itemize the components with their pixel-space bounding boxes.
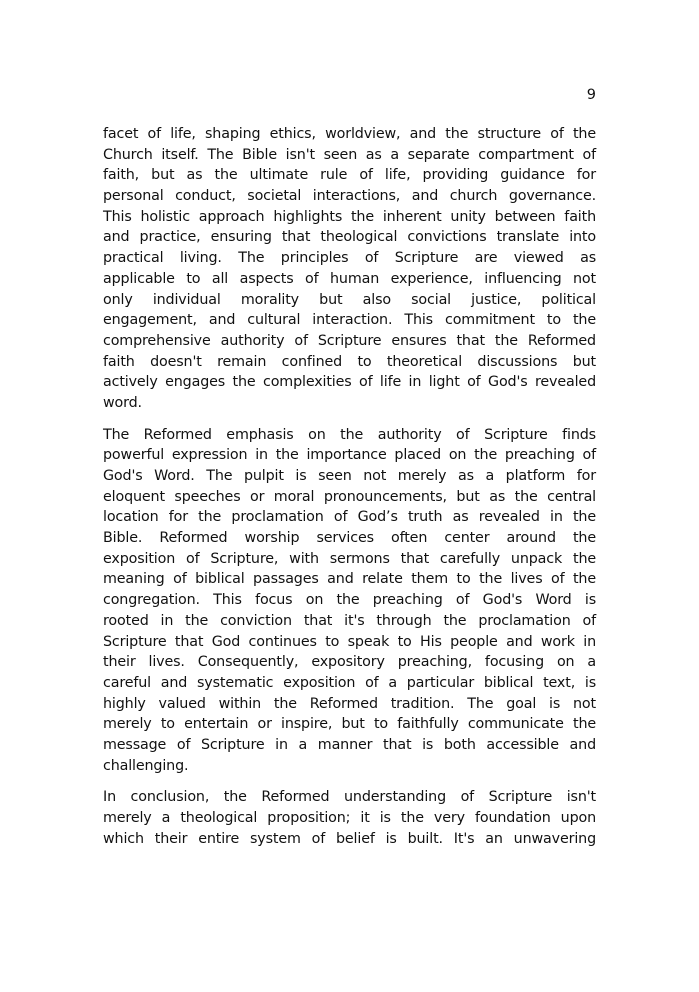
text-line: exposition of Scripture, with sermons that carefully unpack the [103,550,596,567]
text-line: personal conduct, societal interactions, and church governance. [103,188,596,205]
text-line: This holistic approach highlights the inherent unity between faith [103,208,596,225]
text-line: powerful expression in the importance placed on the preaching of [103,447,596,464]
text-line: In conclusion, the Reformed understanding of Scripture isn't [103,789,596,806]
text-line: eloquent speeches or moral pronouncements, but as the central [103,488,596,505]
text-line: which their entire system of belief is built. It's an unwavering [103,830,596,847]
text-line: comprehensive authority of Scripture ensures that the Reformed [103,332,596,349]
text-line: faith, but as the ultimate rule of life, providing guidance for [103,167,596,184]
text-line: Bible. Reformed worship services often center around the [103,530,596,547]
text-line: careful and systematic exposition of a particular biblical text, is [103,674,596,691]
paragraph-1 [103,124,596,414]
text-line: merely a theological proposition; it is the very foundation upon [103,810,596,826]
text-line: word. [103,394,142,411]
text-line: congregation. This focus on the preaching of God's Word is [103,592,596,609]
text-line: engagement, and cultural interaction. This commitment to the [103,312,596,329]
text-line: applicable to all aspects of human experience, influencing not [103,270,596,287]
text-line: highly valued within the Reformed tradition. The goal is not [103,695,596,712]
text-line: practical living. The principles of Scripture are viewed as [103,250,596,267]
text-line: merely to entertain or inspire, but to faithfully communicate the [103,716,596,733]
text-line: and practice, ensuring that theological convictions translate into [103,229,596,246]
paragraph-2 [103,425,596,777]
paragraph-3 [103,787,596,849]
page-number: 9 [586,87,596,103]
text-line: actively engages the complexities of life in light of God's revealed [103,374,596,391]
text-line: only individual morality but also social justice, political [103,291,596,308]
text-line: The Reformed emphasis on the authority of Scripture finds [103,426,596,443]
text-line: meaning of biblical passages and relate them to the lives of the [103,571,596,588]
text-line: God's Word. The pulpit is seen not merely as a platform for [103,468,596,484]
text-line: their lives. Consequently, expository preaching, focusing on a [103,654,596,671]
text-line: location for the proclamation of God’s truth as revealed in the [103,509,596,526]
text-line: message of Scripture in a manner that is both accessible and [103,736,596,753]
text-line: rooted in the conviction that it's through the proclamation of [103,612,596,629]
text-line: Church itself. The Bible isn't seen as a separate compartment of [103,146,596,163]
text-line: Scripture that God continues to speak to His people and work in [103,633,596,650]
text-line: facet of life, shaping ethics, worldview, and the structure of the [103,126,596,142]
page-body [103,124,596,860]
text-line: faith doesn't remain confined to theoretical discussions but [103,353,596,370]
text-line: challenging. [103,757,189,774]
